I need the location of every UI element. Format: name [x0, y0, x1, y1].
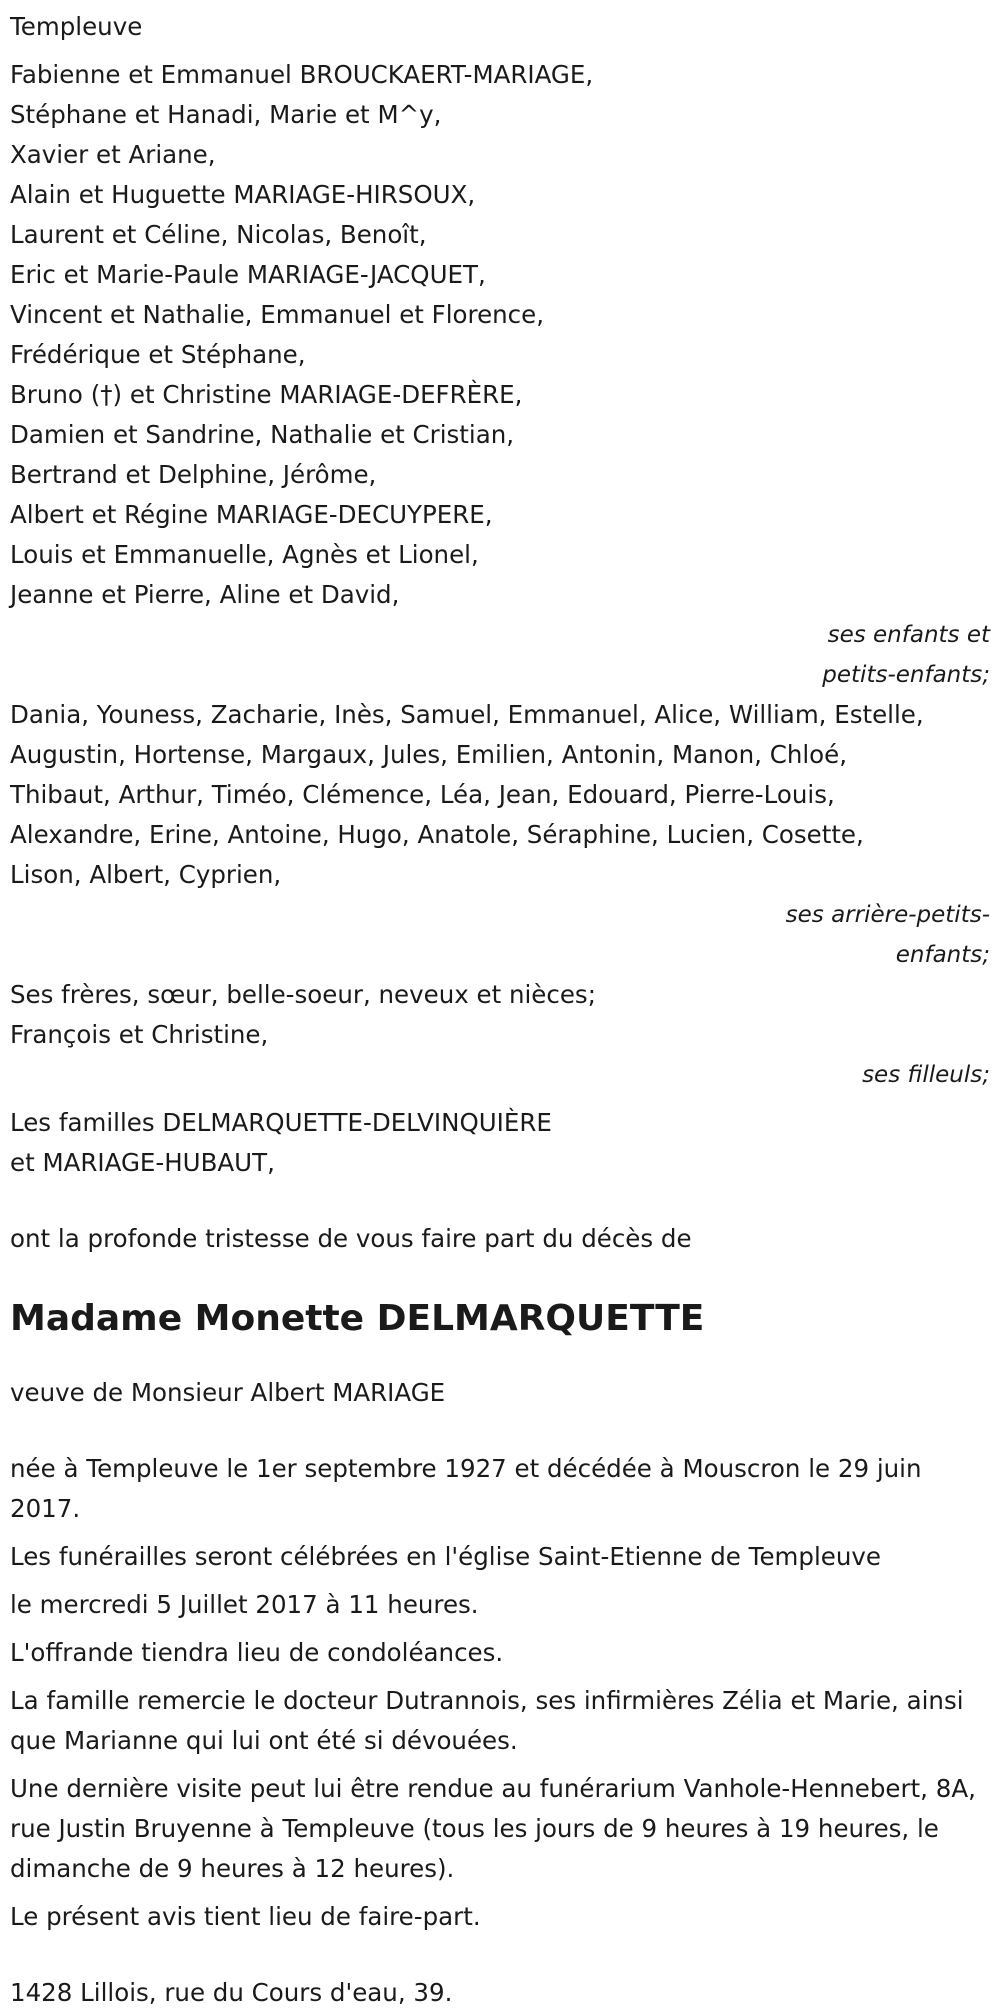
children-role-label: ses enfants et [827, 622, 990, 648]
family-line: Bertrand et Delphine, Jérôme, [10, 460, 377, 489]
family-line: Jeanne et Pierre, Aline et David, [10, 580, 400, 609]
siblings-line: Ses frères, sœur, belle-soeur, neveux et nièces; [10, 980, 596, 1009]
address-line: 1428 Lillois, rue du Cours d'eau, 39. [10, 1978, 453, 2007]
widow-of-line: veuve de Monsieur Albert MARIAGE [10, 1378, 446, 1407]
great-grandchildren-list [10, 695, 990, 975]
place-heading: Templeuve [10, 12, 143, 41]
children-role-label-cont: petits-enfants; [822, 662, 990, 688]
family-line: Albert et Régine MARIAGE-DECUYPERE, [10, 500, 493, 529]
children-list [10, 55, 990, 695]
families-line: Les familles DELMARQUETTE-DELVINQUIÈRE [10, 1108, 552, 1137]
family-line: Stéphane et Hanadi, Marie et M^y, [10, 100, 442, 129]
relatives-list [10, 975, 990, 1095]
family-line: Laurent et Céline, Nicolas, Benoît, [10, 220, 427, 249]
family-line: Dania, Youness, Zacharie, Inès, Samuel, Emmanuel, Alice, William, Estelle, [10, 700, 924, 729]
family-line: Thibaut, Arthur, Timéo, Clémence, Léa, Jean, Edouard, Pierre-Louis, [10, 780, 835, 809]
notice-line: Le présent avis tient lieu de faire-part. [10, 1902, 481, 1931]
funeral-line: Les funérailles seront célébrées en l'église Saint-Etienne de Templeuve [10, 1542, 881, 1571]
family-line: Louis et Emmanuelle, Agnès et Lionel, [10, 540, 479, 569]
family-line: Alain et Huguette MARIAGE-HIRSOUX, [10, 180, 476, 209]
great-grandchildren-role-label: ses arrière-petits- [785, 902, 990, 928]
family-line: Damien et Sandrine, Nathalie et Cristian, [10, 420, 515, 449]
godchildren-role-label: ses filleuls; [862, 1062, 990, 1088]
godchildren-line: François et Christine, [10, 1020, 269, 1049]
family-line: Frédérique et Stéphane, [10, 340, 306, 369]
family-line: Bruno (†) et Christine MARIAGE-DEFRÈRE, [10, 380, 523, 409]
deceased-name: Madame Monette DELMARQUETTE [10, 1298, 705, 1339]
family-line: Augustin, Hortense, Margaux, Jules, Emilien, Antonin, Manon, Chloé, [10, 740, 848, 769]
offering-line: L'offrande tiendra lieu de condoléances. [10, 1638, 504, 1667]
great-grandchildren-role-label-cont: enfants; [895, 942, 990, 968]
family-line: Fabienne et Emmanuel BROUCKAERT-MARIAGE, [10, 60, 594, 89]
family-line: Eric et Marie-Paule MARIAGE-JACQUET, [10, 260, 486, 289]
family-line: Lison, Albert, Cyprien, [10, 860, 282, 889]
family-line: Vincent et Nathalie, Emmanuel et Florence, [10, 300, 545, 329]
families-line: et MARIAGE-HUBAUT, [10, 1148, 275, 1177]
intro-line: ont la profonde tristesse de vous faire part du décès de [10, 1224, 692, 1253]
family-line: Alexandre, Erine, Antoine, Hugo, Anatole, Séraphine, Lucien, Cosette, [10, 820, 864, 849]
families-list [10, 1103, 990, 1183]
family-line: Xavier et Ariane, [10, 140, 216, 169]
funeral-date-line: le mercredi 5 Juillet 2017 à 11 heures. [10, 1590, 479, 1619]
birth-death-paragraph: née à Templeuve le 1er septembre 1927 et décédée à Mouscron le 29 juin 2017. [10, 1454, 922, 1523]
visit-paragraph: Une dernière visite peut lui être rendue au funérarium Vanhole-Hennebert, 8A, rue Justin Bruyenne à Templeuve (tous les jours de 9 heures à 19 heures, le dimanche de 9 heures à 12 heures). [10, 1774, 976, 1883]
thanks-paragraph: La famille remercie le docteur Dutrannois, ses infirmières Zélia et Marie, ainsi que Marianne qui lui ont été si dévouées. [10, 1686, 964, 1755]
